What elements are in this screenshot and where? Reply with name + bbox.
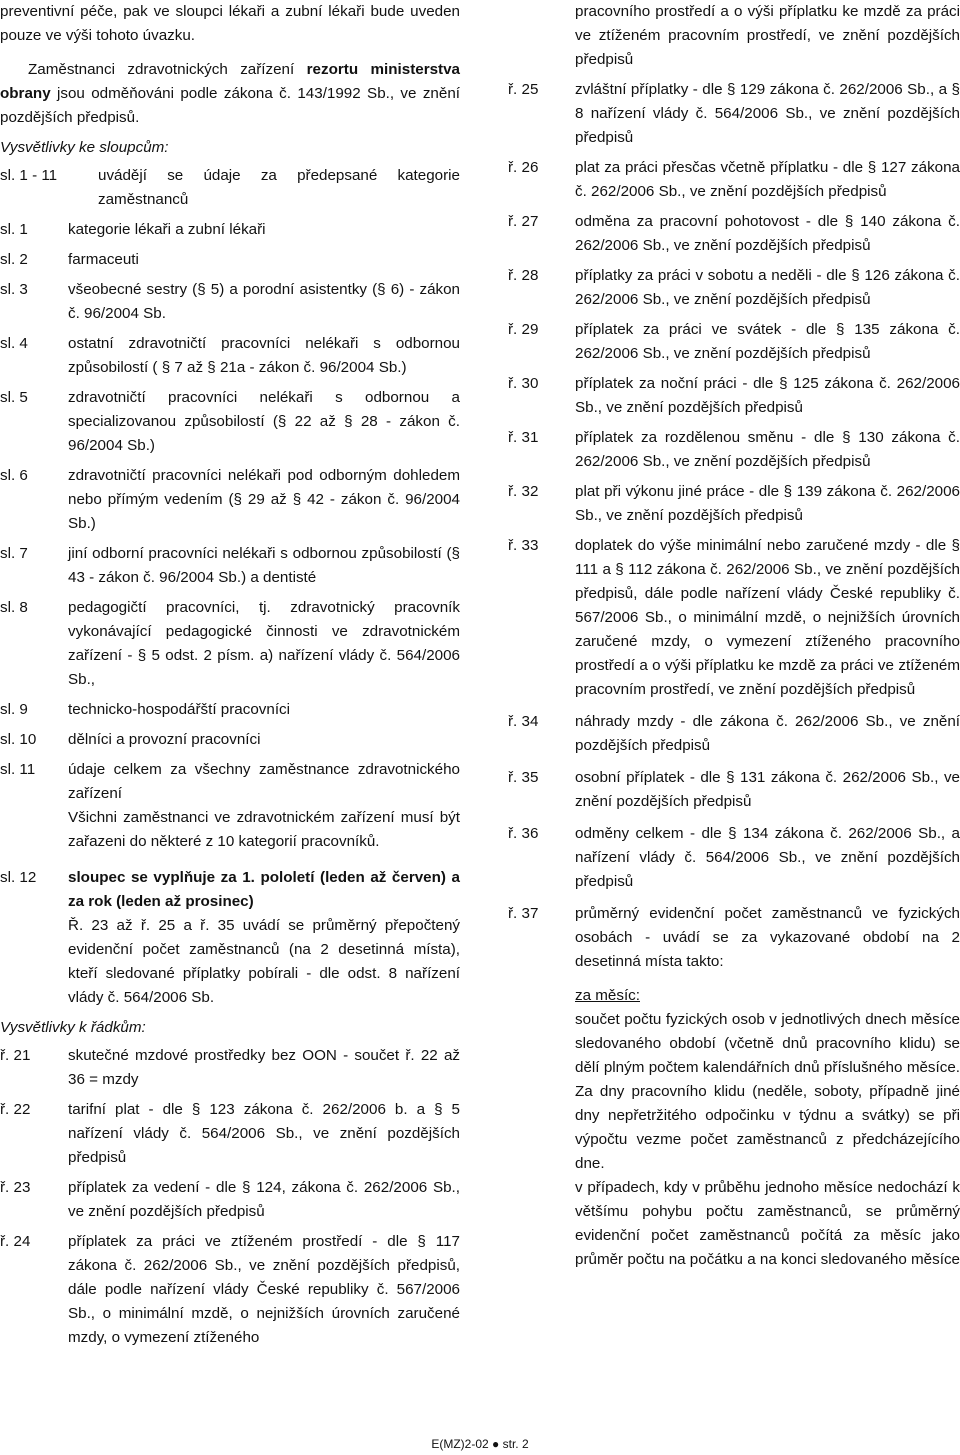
row-legend-28	[508, 264, 960, 312]
monthly-paragraph-1: součet počtu fyzických osob v jednotlivých dnech měsíce sledovaného období (včetně dnů pracovního klidu) se dělí plným počtem kalendářních dnů příslušného měsíce. Za dny pracovního klidu (neděle, soboty, případně jiné dny nepřetržitého odpočinku v týdnu a svátky) se při výpočtu vezme počet zaměstnanců z předcházejícího dne.	[575, 1011, 960, 1172]
legend-text-block	[68, 866, 460, 1010]
page-number: str. 2	[502, 1437, 529, 1451]
left-column	[0, 0, 460, 1350]
row-text: tarifní plat - dle § 123 zákona č. 262/2006 b. a § 5 nařízení vlády č. 564/2006 Sb., ve znění pozdějších předpisů	[68, 1101, 460, 1166]
legend-item-column-11	[0, 758, 460, 854]
footer-separator-icon: ●	[492, 1437, 500, 1451]
legend-text: uvádějí se údaje za předepsané kategorie zaměstnanců	[98, 167, 460, 208]
row-key: ř. 25	[508, 81, 539, 98]
row-legend-22	[0, 1098, 460, 1170]
legend-key: sl. 6	[0, 467, 28, 484]
row-key: ř. 31	[508, 429, 539, 446]
row-key: ř. 21	[0, 1047, 31, 1064]
legend-text: Ř. 23 až ř. 25 a ř. 35 uvádí se průměrný přepočtený evidenční počet zaměstnanců (na 2 desetinná místa), kteří sledované příplatky pobírali - dle odst. 8 nařízení vlády č. 564/2006 Sb.	[68, 917, 460, 1006]
row-key: ř. 24	[0, 1233, 31, 1250]
row-key: ř. 28	[508, 267, 539, 284]
row-key: ř. 34	[508, 713, 539, 730]
legend-text-block	[68, 758, 460, 854]
row-key: ř. 23	[0, 1179, 31, 1196]
row-text: plat za práci přesčas včetně příplatku - dle § 127 zákona č. 262/2006 Sb., ve znění pozdějších předpisů	[575, 159, 960, 200]
row-legend-26	[508, 156, 960, 204]
row-key: ř. 36	[508, 825, 539, 842]
row-text: plat při výkonu jiné práce - dle § 139 zákona č. 262/2006 Sb., ve znění pozdějších předpisů	[575, 483, 960, 524]
row-legend-23	[0, 1176, 460, 1224]
row-key: ř. 35	[508, 769, 539, 786]
row-text: skutečné mzdové prostředky bez OON - součet ř. 22 až 36 = mzdy	[68, 1047, 460, 1088]
row-text: příplatek za vedení - dle § 124, zákona č. 262/2006 Sb., ve znění pozdějších předpisů	[68, 1179, 460, 1220]
legend-text: údaje celkem za všechny zaměstnance zdravotnického zařízení	[68, 761, 460, 802]
continued-paragraph: pracovního prostředí a o výši příplatku ke mzdě za práci ve ztíženém pracovním prostředí, ve znění pozdějších předpisů	[575, 3, 960, 68]
row-key: ř. 37	[508, 905, 539, 922]
legend-key: sl. 8	[0, 599, 28, 616]
row-legend-24	[0, 1230, 460, 1350]
legend-item-column-8	[0, 596, 460, 692]
legend-text: jiní odborní pracovníci nelékaři s odbornou způsobilostí (§ 43 - zákon č. 96/2004 Sb.) a dentisté	[68, 545, 460, 586]
row-legend-36	[508, 822, 960, 894]
legend-key: sl. 9	[0, 701, 28, 718]
row-key: ř. 22	[0, 1101, 31, 1118]
form-code: E(MZ)2-02	[431, 1437, 489, 1451]
row-legend-25	[508, 78, 960, 150]
defense-paragraph	[0, 58, 460, 130]
monthly-heading: za měsíc:	[575, 987, 640, 1004]
legend-key: sl. 10	[0, 731, 37, 748]
legend-item-column-7	[0, 542, 460, 590]
monthly-section	[508, 984, 960, 1272]
row-key: ř. 33	[508, 537, 539, 554]
legend-key: sl. 11	[0, 761, 36, 778]
legend-text: farmaceuti	[68, 251, 139, 268]
legend-key: sl. 7	[0, 545, 28, 562]
legend-item-column-2	[0, 248, 460, 272]
row-legend-27	[508, 210, 960, 258]
legend-item-column-3	[0, 278, 460, 326]
rows-legend-heading: Vysvětlivky k řádkům:	[0, 1019, 146, 1036]
row-text: osobní příplatek - dle § 131 zákona č. 262/2006 Sb., ve znění pozdějších předpisů	[575, 769, 960, 810]
legend-item-column-9	[0, 698, 460, 722]
intro-paragraph: preventivní péče, pak ve sloupci lékaři a zubní lékaři bude uveden pouze ve výši tohoto úvazku.	[0, 3, 460, 44]
legend-bold-text: sloupec se vyplňuje za 1. pololetí (leden až červen) a za rok (leden až prosinec)	[68, 869, 460, 910]
row-key: ř. 26	[508, 159, 539, 176]
defense-suffix: jsou odměňováni podle zákona č. 143/1992 Sb., ve znění pozdějších předpisů.	[0, 85, 460, 126]
legend-text: dělníci a provozní pracovníci	[68, 731, 261, 748]
columns-legend-heading: Vysvětlivky ke sloupcům:	[0, 139, 169, 156]
legend-item-columns-1-11	[0, 164, 460, 212]
row-text: příplatek za práci ve svátek - dle § 135 zákona č. 262/2006 Sb., ve znění pozdějších předpisů	[575, 321, 960, 362]
legend-key: sl. 1	[0, 221, 28, 238]
row-text: doplatek do výše minimální nebo zaručené mzdy - dle § 111 a § 112 zákona č. 262/2006 Sb., ve znění pozdějších předpisů, dále podle nařízení vlády České republiky č. 567/2006 Sb., o minimální mzdě, o nejnižších úrovních zaručené mzdy, o vymezení ztíženého pracovního prostředí a o výši příplatku ke mzdě za práci ve ztíženém pracovním prostředí, ve znění pozdějších předpisů	[575, 537, 960, 698]
row-key: ř. 27	[508, 213, 539, 230]
right-column	[508, 0, 960, 1272]
legend-item-column-1	[0, 218, 460, 242]
row-text: náhrady mzdy - dle zákona č. 262/2006 Sb., ve znění pozdějších předpisů	[575, 713, 960, 754]
row-text: příplatek za noční práci - dle § 125 zákona č. 262/2006 Sb., ve znění pozdějších předpisů	[575, 375, 960, 416]
row-legend-37	[508, 902, 960, 974]
legend-text: zdravotničtí pracovníci nelékaři s odbornou a specializovanou způsobilostí (§ 22 až § 28 - zákon č. 96/2004 Sb.)	[68, 389, 460, 454]
page-footer	[0, 1436, 960, 1452]
row-text: odměna za pracovní pohotovost - dle § 140 zákona č. 262/2006 Sb., ve znění pozdějších předpisů	[575, 213, 960, 254]
legend-key: sl. 1 - 11	[0, 167, 58, 184]
legend-item-column-10	[0, 728, 460, 752]
legend-text: kategorie lékaři a zubní lékaři	[68, 221, 266, 238]
legend-note: Všichni zaměstnanci ve zdravotnickém zařízení musí být zařazeni do některé z 10 kategorií pracovníků.	[68, 809, 460, 850]
row-key: ř. 32	[508, 483, 539, 500]
row-legend-35	[508, 766, 960, 814]
legend-key: sl. 3	[0, 281, 28, 298]
legend-text: technicko-hospodářští pracovníci	[68, 701, 291, 718]
defense-prefix: Zaměstnanci zdravotnických zařízení	[28, 61, 307, 78]
defense-bold: rezortu ministerstva obrany	[0, 61, 460, 102]
legend-key: sl. 4	[0, 335, 28, 352]
legend-key: sl. 12	[0, 869, 37, 886]
row-text: průměrný evidenční počet zaměstnanců ve fyzických osobách - uvádí se za vykazované období na 2 desetinná místa takto:	[575, 905, 960, 970]
row-legend-30	[508, 372, 960, 420]
monthly-paragraph-2: v případech, kdy v průběhu jednoho měsíce nedochází k většímu pohybu počtu zaměstnanců, se průměrný evidenční počet zaměstnanců počítá za měsíc jako průměr počtu na počátku a na konci sledovaného měsíce	[575, 1179, 960, 1268]
legend-item-column-6	[0, 464, 460, 536]
row-text: příplatek za rozdělenou směnu - dle § 130 zákona č. 262/2006 Sb., ve znění pozdějších předpisů	[575, 429, 960, 470]
legend-key: sl. 5	[0, 389, 28, 406]
row-text: příplatky za práci v sobotu a neděli - dle § 126 zákona č. 262/2006 Sb., ve znění pozdějších předpisů	[575, 267, 960, 308]
legend-text: pedagogičtí pracovníci, tj. zdravotnický pracovník vykonávající pedagogické činnosti ve zdravotnickém zařízení - § 5 odst. 2 písm. a) nařízení vlády č. 564/2006 Sb.,	[68, 599, 460, 688]
legend-key: sl. 2	[0, 251, 28, 268]
row-text: zvláštní příplatky - dle § 129 zákona č. 262/2006 Sb., a § 8 nařízení vlády č. 564/2006 Sb., ve znění pozdějších předpisů	[575, 81, 960, 146]
row-text: odměny celkem - dle § 134 zákona č. 262/2006 Sb., a nařízení vlády č. 564/2006 Sb., ve znění pozdějších předpisů	[575, 825, 960, 890]
legend-text: ostatní zdravotničtí pracovníci nelékaři s odbornou způsobilostí ( § 7 až § 21a - zákon č. 96/2004 Sb.)	[68, 335, 460, 376]
legend-item-column-4	[0, 332, 460, 380]
legend-text: zdravotničtí pracovníci nelékaři pod odborným dohledem nebo přímým vedením (§ 29 až § 42 - zákon č. 96/2004 Sb.)	[68, 467, 460, 532]
row-legend-21	[0, 1044, 460, 1092]
row-text: příplatek za práci ve ztíženém prostředí - dle § 117 zákona č. 262/2006 Sb., ve znění pozdějších předpisů, dále podle nařízení vlády České republiky č. 567/2006 Sb., o minimální mzdě, o nejnižších úrovních zaručené mzdy, o vymezení ztíženého	[68, 1233, 460, 1346]
row-legend-34	[508, 710, 960, 758]
row-key: ř. 30	[508, 375, 539, 392]
legend-item-column-5	[0, 386, 460, 458]
row-key: ř. 29	[508, 321, 539, 338]
row-legend-33	[508, 534, 960, 702]
row-legend-29	[508, 318, 960, 366]
legend-item-column-12	[0, 866, 460, 1010]
row-legend-31	[508, 426, 960, 474]
row-legend-32	[508, 480, 960, 528]
legend-text: všeobecné sestry (§ 5) a porodní asistentky (§ 6) - zákon č. 96/2004 Sb.	[68, 281, 460, 322]
